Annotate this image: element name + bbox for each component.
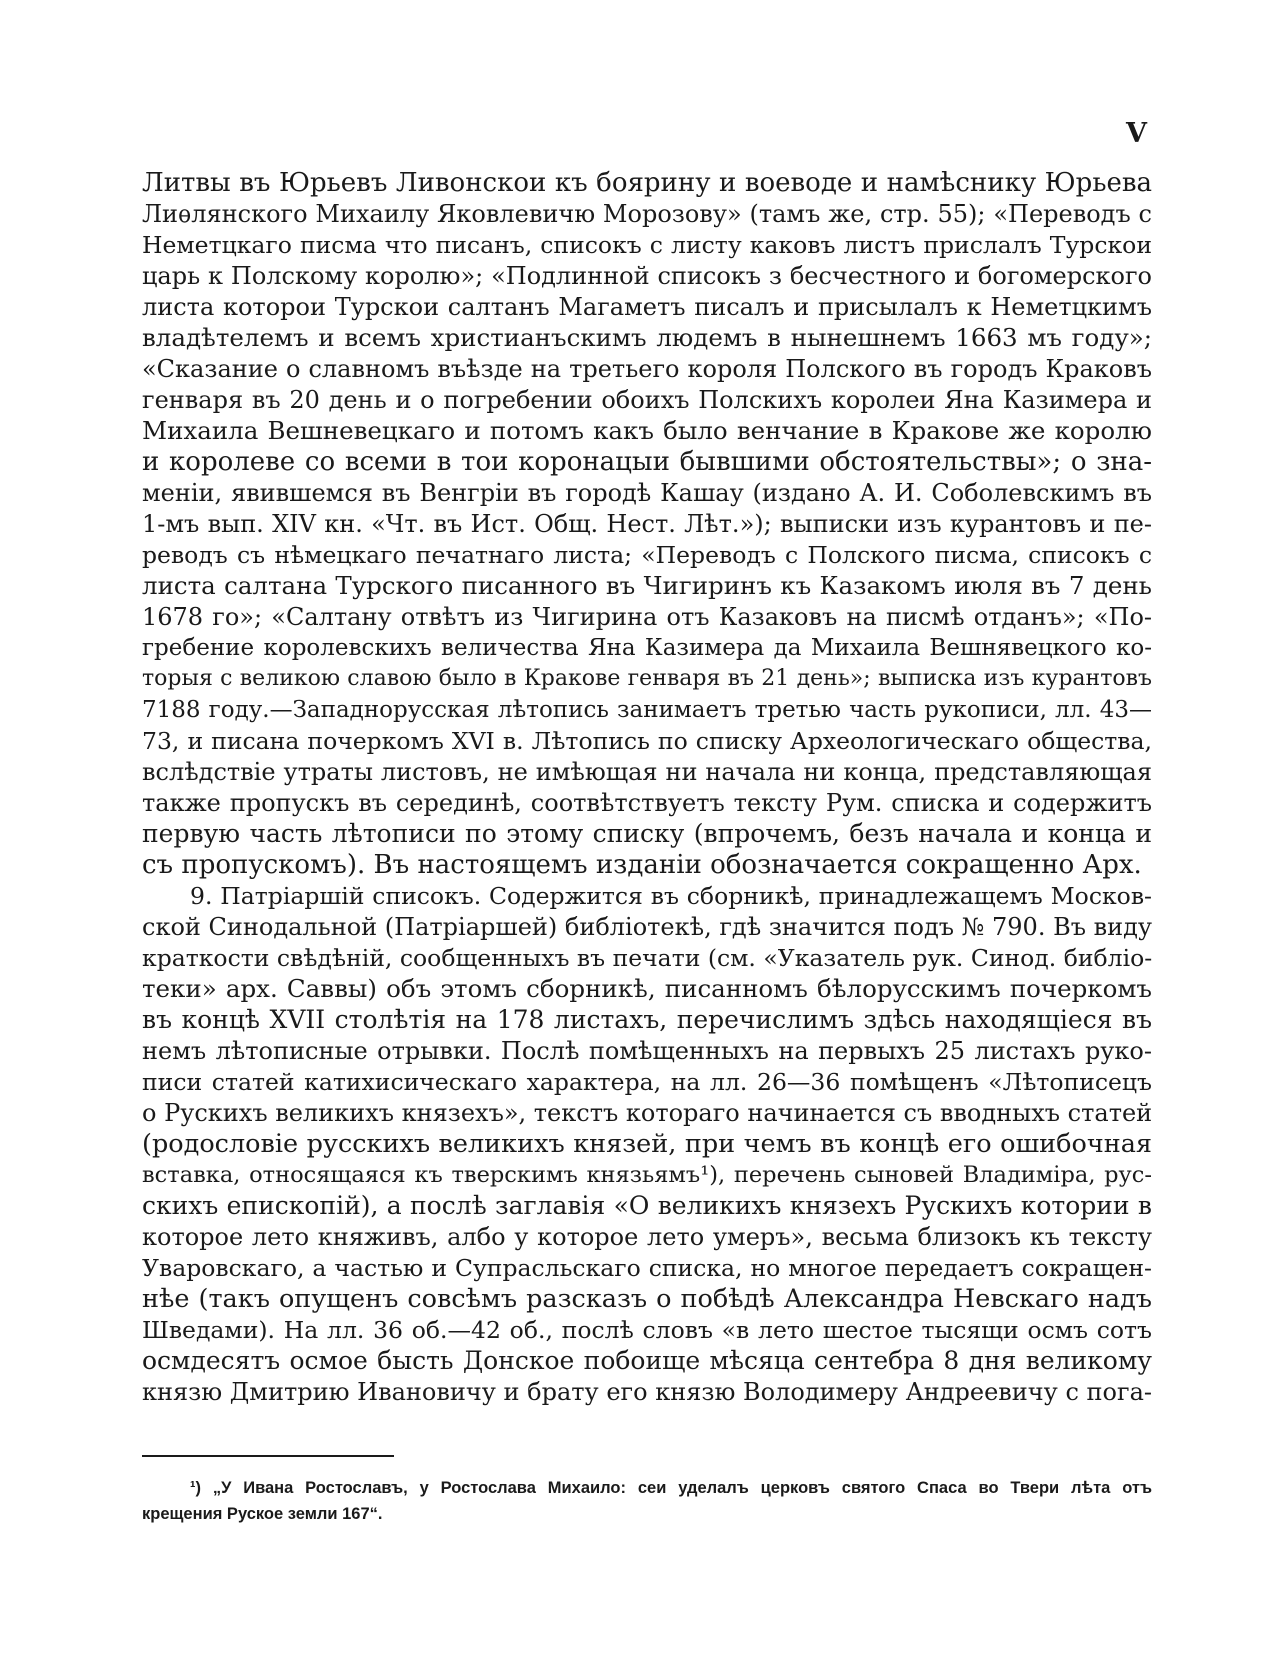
text-line: вслѣдствіе утраты листовъ, не имѣющая ни начала ни конца, представляющая xyxy=(142,758,1152,786)
text-line: Литвы въ Юрьевъ Ливонскои къ боярину и воеводе и намѣснику Юрьева xyxy=(142,168,1152,198)
text-line: «Сказание о славномъ въѣзде на третьего короля Полского въ городъ Краковъ xyxy=(142,355,1152,383)
text-line: реводъ съ нѣмецкаго печатнаго листа; «Переводъ с Полского писма, списокъ с xyxy=(142,541,1152,569)
text-line: листа салтана Турского писанного въ Чигиринъ къ Казакомъ июля въ 7 день xyxy=(142,571,1152,600)
text-line: писи статей катихисическаго характера, на лл. 26—36 помѣщенъ «Лѣтописецъ xyxy=(142,1068,1152,1096)
text-line: Михаила Вешневецкаго и потомъ какъ было венчание в Кракове же королю xyxy=(142,416,1152,445)
text-line: осмдесятъ осмое бысть Донское побоище мѣсяца сентебра 8 дня великому xyxy=(142,1346,1152,1375)
text-line: 73, и писана почеркомъ XVI в. Лѣтопись по списку Археологическаго общества, xyxy=(142,727,1152,755)
text-line: о Рускихъ великихъ князехъ», текстъ котораго начинается съ вводныхъ статей xyxy=(142,1099,1152,1127)
text-line: 7188 году.—Западнорусская лѣтопись занимаетъ третью часть рукописи, лл. 43— xyxy=(142,697,1152,723)
text-line: нѣе (такъ опущенъ совсѣмъ разсказъ о побѣдѣ Александра Невскаго надъ xyxy=(142,1284,1152,1314)
text-line: теки» арх. Саввы) объ этомъ сборникѣ, писанномъ бѣлорусскимъ почеркомъ xyxy=(142,974,1152,1003)
text-line: торыя с великою славою было в Кракове генваря въ 21 день»; выписка изъ курантовъ xyxy=(142,666,1152,691)
text-line: Лиѳлянского Михаилу Яковлевичю Морозову» (тамъ же, стр. 55); «Переводъ с xyxy=(142,200,1152,228)
footnote-line: ¹) „У Ивана Ростославъ, у Ростослава Михаило: сеи уделалъ церковъ святого Спаса во Твери лѣта отъ xyxy=(190,1479,1152,1497)
text-line: въ концѣ XVII столѣтія на 178 листахъ, перечислимъ здѣсь находящіеся въ xyxy=(142,1005,1152,1034)
text-line: царь к Полскому королю»; «Подлинной списокъ з бесчестного и богомерского xyxy=(142,262,1152,290)
text-line: немъ лѣтописные отрывки. Послѣ помѣщенныхъ на первыхъ 25 листахъ руко- xyxy=(142,1037,1152,1065)
footnote-divider xyxy=(142,1455,394,1457)
text-line: краткости свѣдѣній, сообщенныхъ въ печати (см. «Указатель рук. Синод. библіо- xyxy=(142,944,1152,972)
text-line: 1678 го»; «Салтану отвѣтъ из Чигирина отъ Казаковъ на писмѣ отданъ»; «По- xyxy=(142,603,1152,631)
text-line: и королеве со всеми в тои коронацыи бывшими обстоятельствы»; о зна- xyxy=(142,447,1152,477)
text-line: Уваровскаго, а частью и Супрасльскаго списка, но многое передаетъ сокращен- xyxy=(142,1254,1152,1282)
text-line: 9. Патріаршій списокъ. Содержится въ сборникѣ, принадлежащемъ Москов- xyxy=(190,882,1152,910)
text-line: листа которои Турскои салтанъ Магаметъ писалъ и присылалъ к Неметцкимъ xyxy=(142,293,1152,321)
text-line: генваря въ 20 день и о погребении обоихъ Полскихъ королеи Яна Казимера и xyxy=(142,386,1152,414)
text-line: Шведами). На лл. 36 об.—42 об., послѣ словъ «в лето шестое тысящи осмъ сотъ xyxy=(142,1316,1152,1344)
text-line: вставка, относящаяся къ тверскимъ князьямъ¹), перечень сыновей Владиміра, рус- xyxy=(142,1162,1152,1188)
text-line: владѣтелемъ и всемъ христианъскимъ людемъ в нынешнемъ 1663 мъ году»; xyxy=(142,323,1152,352)
text-line: гребение королевскихъ величества Яна Казимера да Михаила Вешнявецкого ко- xyxy=(142,635,1152,661)
text-line: также пропускъ въ серединѣ, соотвѣтствуетъ тексту Рум. списка и содержитъ xyxy=(142,789,1152,817)
text-line: меніи, явившемся въ Венгріи въ городѣ Кашау (издано А. И. Соболевскимъ въ xyxy=(142,479,1152,507)
page-number: V xyxy=(1126,118,1147,149)
text-line: Неметцкаго писма что писанъ, списокъ с листу каковъ листъ прислалъ Турскои xyxy=(142,231,1152,259)
text-line: скихъ епископій), а послѣ заглавія «О великихъ князехъ Рускихъ котории в xyxy=(142,1191,1152,1220)
text-line: ской Синодальной (Патріаршей) библіотекѣ, гдѣ значится подъ № 790. Въ виду xyxy=(142,913,1152,941)
text-line: (родословіе русскихъ великихъ князей, при чемъ въ концѣ его ошибочная xyxy=(142,1129,1152,1159)
text-line: 1-мъ вып. XIV кн. «Чт. въ Ист. Общ. Нест. Лѣт.»); выписки изъ курантовъ и пе- xyxy=(142,510,1152,538)
text-line: князю Дмитрию Ивановичу и брату его князю Володимеру Андреевичу с пога- xyxy=(142,1378,1152,1406)
footnote-line: крещения Руское земли 167“. xyxy=(142,1505,383,1523)
text-line: которое лето княживъ, албо у которое лето умеръ», весьма близокъ къ тексту xyxy=(142,1223,1152,1251)
text-line: первую часть лѣтописи по этому списку (впрочемъ, безъ начала и конца и xyxy=(142,819,1152,848)
text-line: съ пропускомъ). Въ настоящемъ изданіи обозначается сокращенно Арх. xyxy=(142,850,1142,880)
